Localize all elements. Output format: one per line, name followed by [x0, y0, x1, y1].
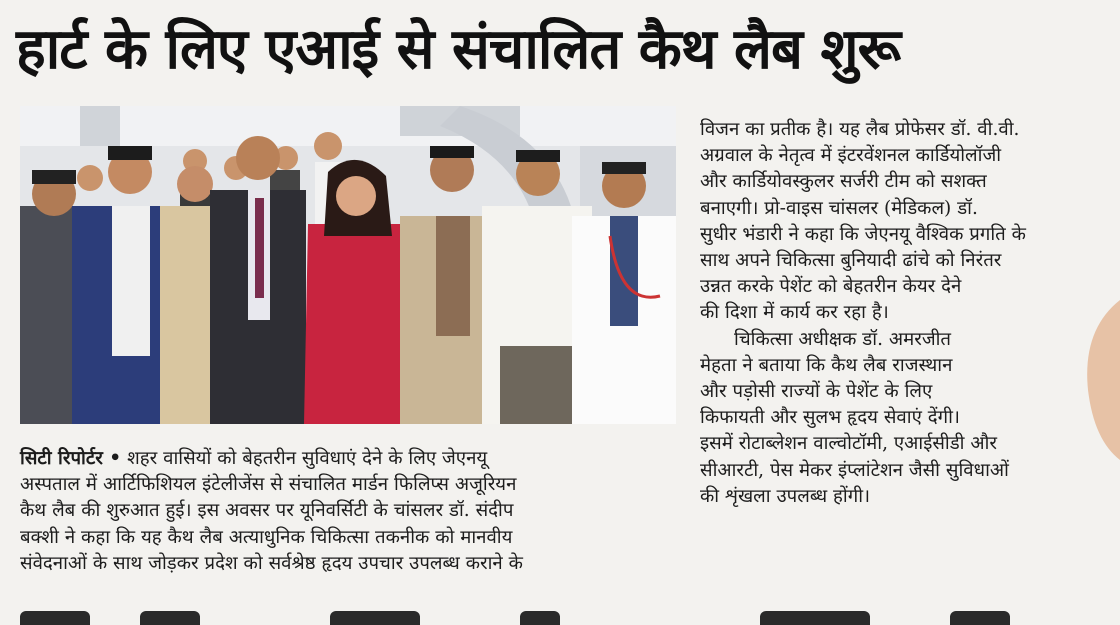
right-line-15: की शृंखला उपलब्ध होंगी।: [700, 485, 871, 507]
right-line-6: साथ अपने चिकित्सा बुनियादी ढांचे को निरंतर: [700, 250, 1002, 272]
right-line-14: सीआरटी, पेस मेकर इंप्लांटेशन जैसी सुविधाओं: [700, 459, 1009, 481]
right-column-text: [700, 117, 1112, 510]
right-line-3: और कार्डियोवस्कुलर सर्जरी टीम को सशक्त: [700, 171, 987, 193]
right-line-4: बनाएगी। प्रो-वाइस चांसलर (मेडिकल) डॉ.: [700, 197, 978, 219]
right-line-7: उन्नत करके पेशेंट को बेहतरीन केयर देने: [700, 276, 962, 298]
left-line-3: कैथ लैब की शुरुआत हुई। इस अवसर पर यूनिवर्सिटी के चांसलर डॉ. संदीप: [20, 500, 514, 522]
right-line-1: विजन का प्रतीक है। यह लैब प्रोफेसर डॉ. वी.वी.: [700, 119, 1020, 140]
right-line-13: इसमें रोटाब्लेशन वाल्वोटॉमी, एआईसीडी और: [700, 433, 998, 455]
right-line-5: सुधीर भंडारी ने कहा कि जेएनयू वैश्विक प्रगति के: [700, 223, 1026, 245]
byline: सिटी रिपोर्टर •: [20, 448, 122, 469]
right-line-11: और पड़ोसी राज्यों के पेशेंट के लिए: [700, 381, 933, 403]
group-photo-illustration: [20, 106, 676, 424]
next-headline-cropped: [0, 603, 1120, 625]
right-line-2: अग्रवाल के नेतृत्व में इंटरवेंशनल कार्डियोलॉजी: [700, 145, 1002, 167]
left-line-4: बक्शी ने कहा कि यह कैथ लैब अत्याधुनिक चिकित्सा तकनीक को मानवीय: [20, 526, 513, 548]
left-line-1: सिटी रिपोर्टर • शहर वासियों को बेहतरीन सुविधाएं देने के लिए जेएनयू: [20, 448, 488, 469]
right-line-10: मेहता ने बताया कि कैथ लैब राजस्थान: [700, 354, 953, 376]
headline: हार्ट के लिए एआई से संचालित कैथ लैब शुरू: [16, 17, 901, 82]
right-line-12: किफायती और सुलभ हृदय सेवाएं देंगी।: [700, 407, 960, 429]
left-line-5: संवेदनाओं के साथ जोड़कर प्रदेश को सर्वश्रेष्ठ हृदय उपचार उपलब्ध कराने के: [20, 552, 523, 574]
right-line-8: की दिशा में कार्य कर रहा है।: [700, 302, 889, 324]
news-photo: [20, 106, 676, 424]
left-column-text: [20, 446, 676, 577]
cropped-hand-image: [1082, 300, 1120, 460]
right-line-9: चिकित्सा अधीक्षक डॉ. अमरजीत: [734, 328, 952, 350]
left-line-2: अस्पताल में आर्टिफिशियल इंटेलीजेंस से संचालित मार्डन फिलिप्स अजूरियन: [20, 474, 517, 496]
